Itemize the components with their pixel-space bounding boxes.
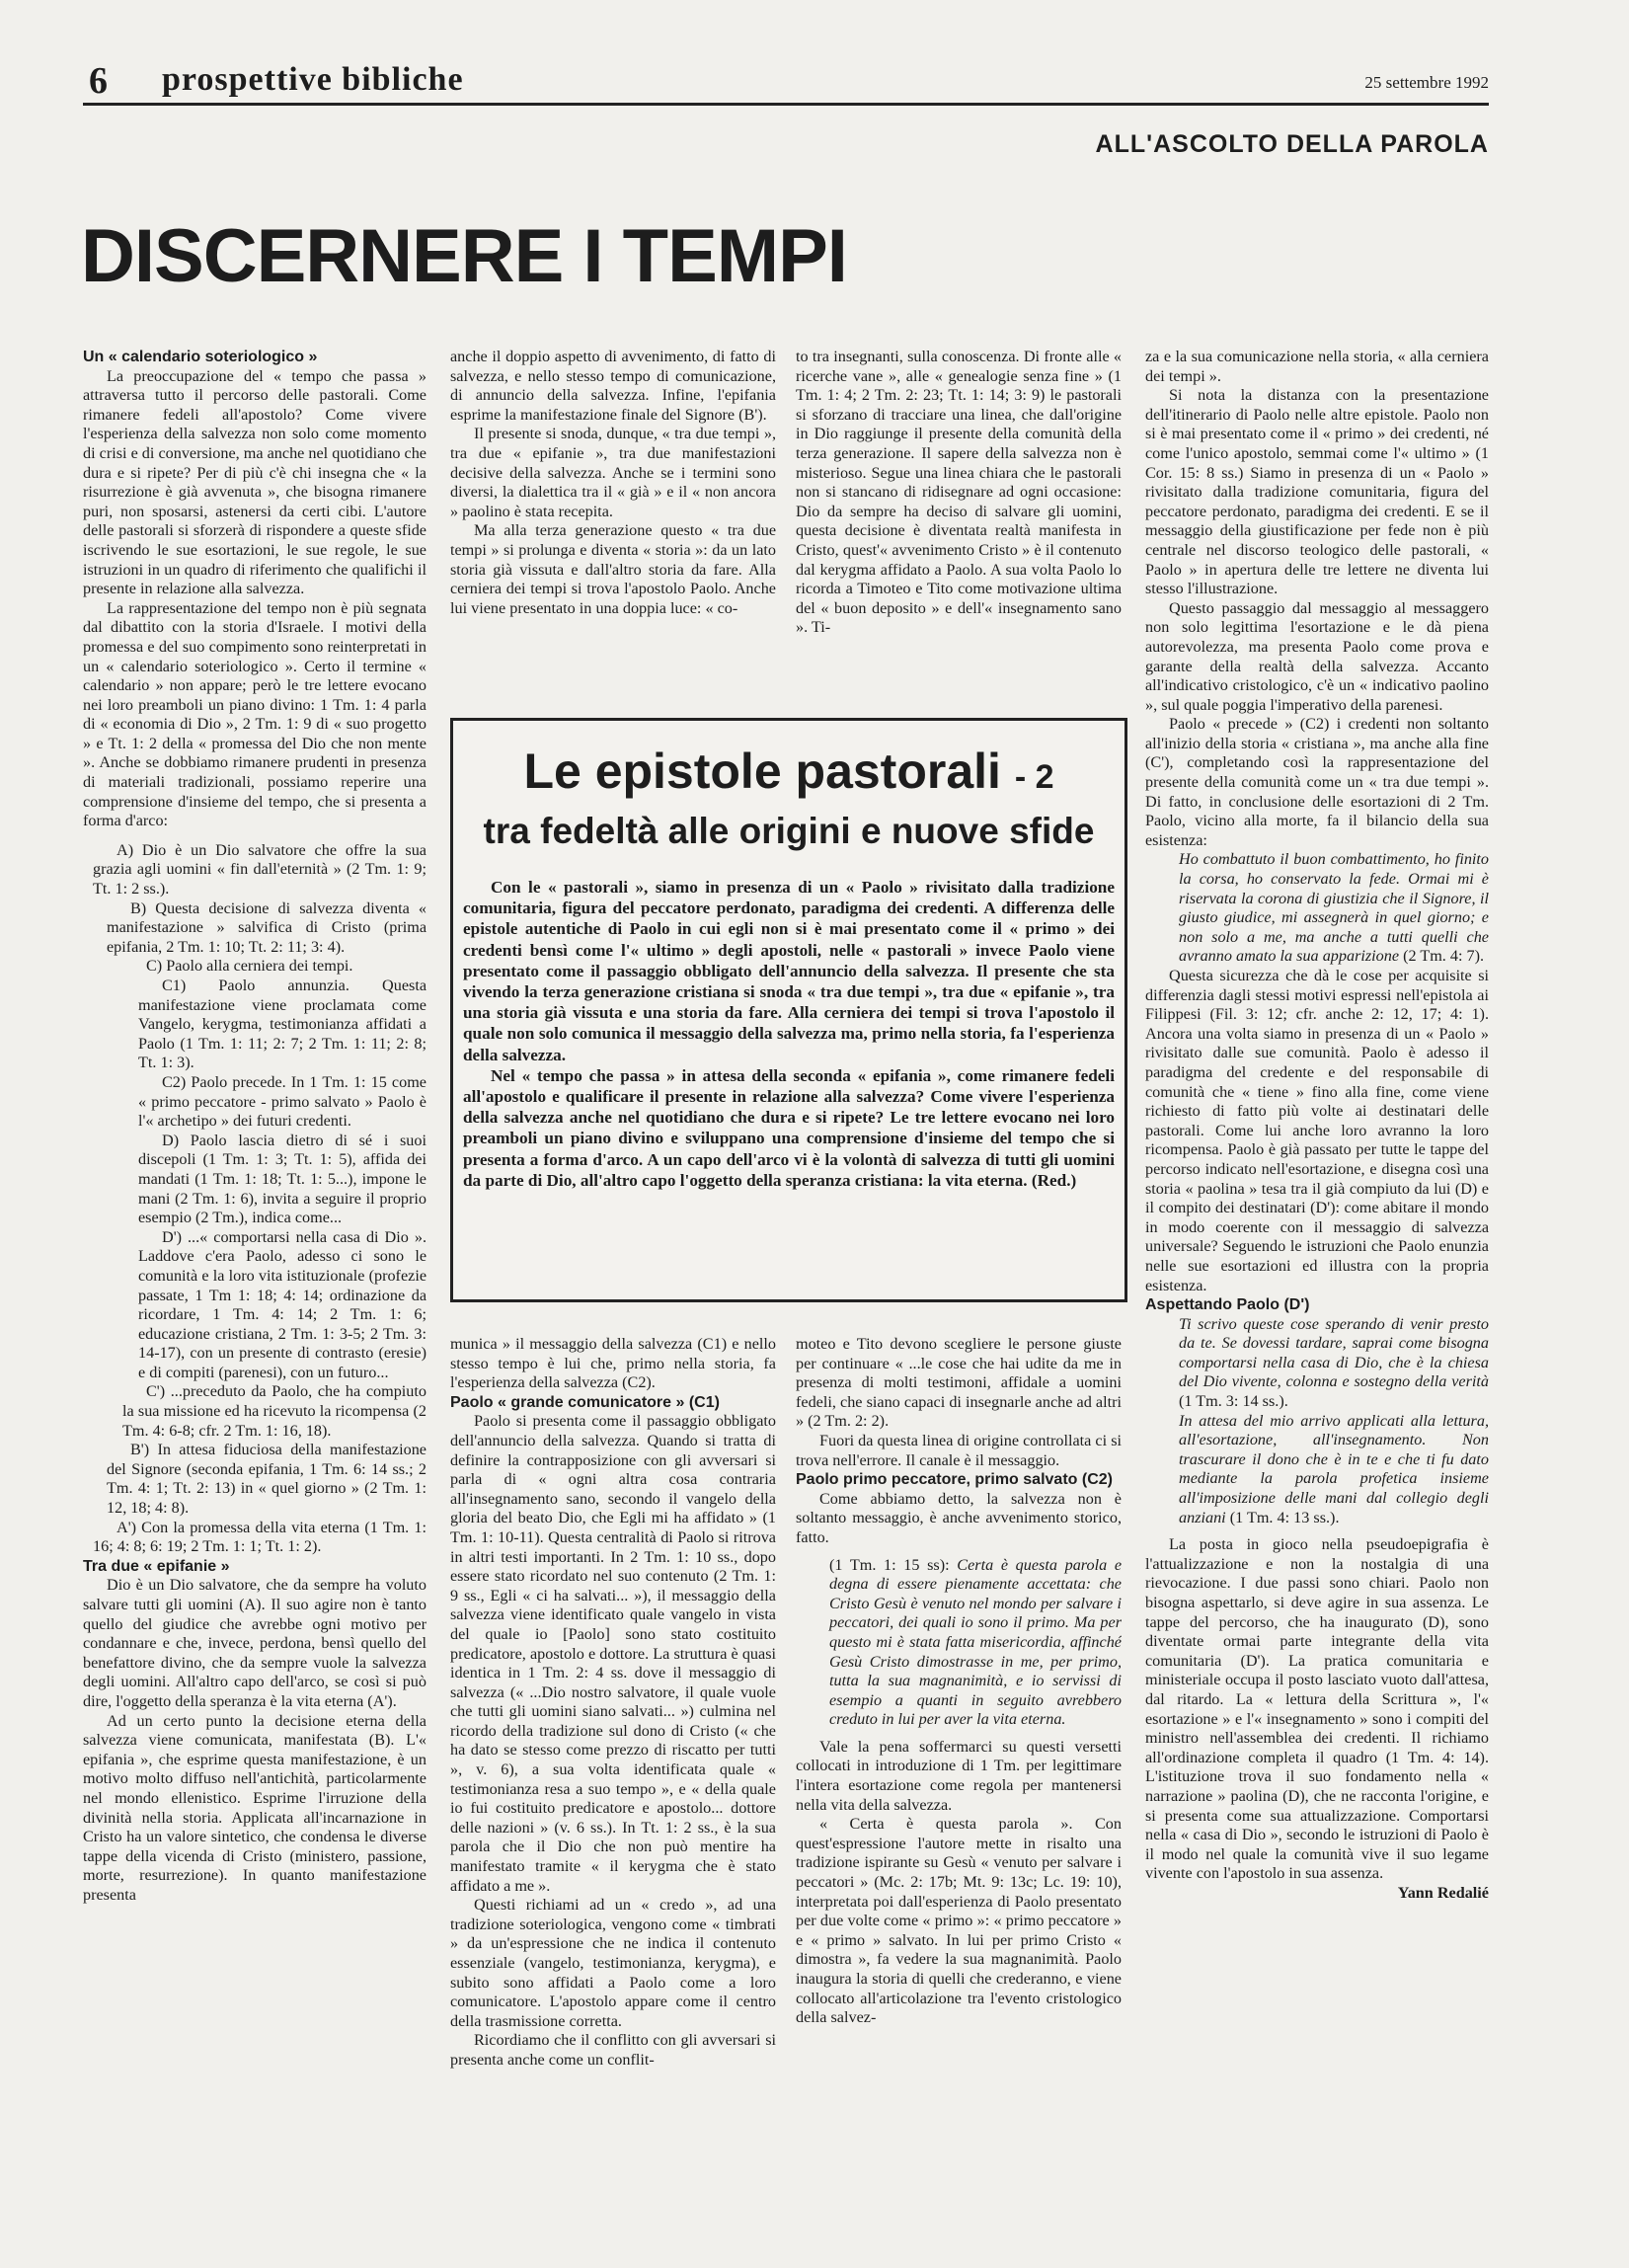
quotation-ref: (1 Tm. 1: 15 ss): <box>829 1555 950 1574</box>
list-item: C1) Paolo annunzia. Questa manifestazione viene proclamata come Vangelo, kerygma, testimonianza affidati a Paolo (1 Tm. 1: 11; 2: 7; 2 Tm. 1: 11; 2: 8; Tt. 1: 3). <box>138 977 427 1072</box>
list-item: C2) Paolo precede. In 1 Tm. 1: 15 come « primo peccatore - primo salvato » Paolo è l'« archetipo » dei futuri credenti. <box>138 1072 427 1131</box>
quotation-text: Ti scrivo queste cose sperando di venir presto da te. Se dovessi tardare, saprai come bisogna comportarsi nella casa di Dio, che è la chiesa del Dio vivente, colonna e sostegno della verità <box>1179 1314 1489 1391</box>
section-label: ALL'ASCOLTO DELLA PAROLA <box>1095 130 1489 158</box>
paragraph: munica » il messaggio della salvezza (C1) e nello stesso tempo è lui che, primo nella storia, fa l'esperienza della salvezza (C2). <box>450 1335 776 1392</box>
list-item: B) Questa decisione di salvezza diventa « manifestazione » salvifica di Cristo (prima epifania, 2 Tm. 1: 10; Tt. 2: 11; 3: 4). <box>107 899 427 956</box>
masthead-rule <box>83 103 1489 106</box>
masthead <box>83 57 1489 105</box>
subheading-calendario: Un « calendario soteriologico » <box>83 349 318 365</box>
issue-date: 25 settembre 1992 <box>1364 73 1489 92</box>
paragraph: Ricordiamo che il conflitto con gli avversari si presenta anche come un conflit- <box>450 2031 776 2069</box>
list-item: C) Paolo alla cerniera dei tempi. <box>146 957 353 976</box>
paragraph: Paolo si presenta come il passaggio obbligato dell'annuncio della salvezza. Quando si tratta di definire la contrapposizione con gli avversari si parla di « ogni altra cosa contraria all'insegnamento sano, secondo il vangelo della gloria del beato Dio, che Egli mi ha affidato » (1 Tm. 1: 10-11). Questa centralità di Paolo si ritrova in altri testi importanti. In 2 Tm. 1: 10 ss., dopo essere stato ricordato nel suo contenuto (2 Tm. 1: 9 ss., Egli « ci ha salvati... »), il messaggio della salvezza viene identificato quale vangelo in vista del quale io [Paolo] sono stato costituito predicatore, apostolo e dottore. La struttura è quasi identica in 1 Tm. 2: 4 ss. dove il messaggio di salvezza (« ...Dio nostro salvatore, il quale vuole che tutti gli uomini siano salvati... ») culmina nel ricordo della tradizione sul dono di Cristo (« che ha dato se stesso come prezzo di riscatto per tutti », v. 6), a sua volta identificata quale « testimonianza resa a suo tempo », e « della quale io fui costituito predicatore e apostolo... dottore delle nazioni » (v. 6 ss.). In Tt. 1: 2 ss., è la sua parola che il Dio che non può mentire ha manifestato tramite « il kerygma che è stato affidato a me ». <box>450 1412 776 1895</box>
list-item: D) Paolo lascia dietro di sé i suoi discepoli (1 Tm. 1: 3; Tt. 1: 5), affida dei mandati (1 Tm. 1: 18; Tt. 1: 5...), impone le mani (2 Tm. 1: 6), invita a seguire il proprio esempio (2 Tm.), indica come... <box>138 1131 427 1227</box>
paragraph: to tra insegnanti, sulla conoscenza. Di fronte alle « ricerche vane », alle « genealogie senza fine » (1 Tm. 1: 4; 2 Tm. 2: 23; Tt. 1: 14; 3: 9) le pastorali si sforzano di tracciare una linea, che dall'origine in Dio raggiunge il presente della comunità della terza generazione. Il sapere della salvezza non è misterioso. Segue una linea chiara che le pastorali non si stancano di ridisegnare ad ogni occasione: Dio da sempre ha deciso di salvare gli uomini, questa decisione è diventata realtà manifesta in Cristo, quest'« avvenimento Cristo » è il contenuto dal kerygma affidato a Paolo. A sua volta Paolo lo ricorda a Timoteo e Tito come motivazione ultima del « buon deposito » e dell'« insegnamento sano ». Ti- <box>796 348 1122 637</box>
paragraph: Vale la pena soffermarci su questi versetti collocati in introduzione di 1 Tm. per legittimare l'intera esortazione come regola per mantenersi nella vita della salvezza. <box>796 1737 1122 1814</box>
subheading-aspettando: Aspettando Paolo (D') <box>1145 1296 1310 1314</box>
paragraph: Questa sicurezza che dà le cose per acquisite si differenzia dagli stessi motivi espressi nell'epistola ai Filippesi (Fil. 3: 12; cfr. anche 2: 12, 17; 4: 1). Ancora una volta siamo in presenza di un « Paolo » rivisitato dalle sue comunità. Paolo è adesso il paradigma del credente e del responsabile di comunità che « tiene » fino alla fine, come viene richiesto di fatto più volte ai destinatari delle pastorali. Come lui anche loro avranno la loro ricompensa. Paolo è già passato per tutte le tappe del percorso indicato nell'esortazione, e disegna così una storia « paolina » tesa tra il già compiuto da lui (D) e il compito dei destinatari (D'): come abitare il mondo in modo coerente con il messaggio di salvezza universale? Seguendo le istruzioni che Paolo enunzia nelle sue esortazioni ed illustra con la propria esistenza. <box>1145 967 1489 1294</box>
box-title-text: Le epistole pastorali <box>523 743 1001 799</box>
paragraph: La preoccupazione del « tempo che passa » attraversa tutto il percorso delle pastorali. Come rimanere fedeli all'apostolo? Come vivere l'esperienza della salvezza non solo come momento di crisi e di conversione, ma anche nel quotidiano che dura e si ripete? Per di più c'è chi insegna che « la risurrezione è già avvenuta », che bisogna rimanere puri, non sposarsi, astenersi da certi cibi. L'autore delle pastorali si sforzerà di rispondere a queste sfide iscrivendo le sue esortazioni, le sue regole, le sue istruzioni in un quadro di riferimento che qualifichi il presente in relazione alla salvezza. <box>83 366 427 598</box>
quotation-text: In attesa del mio arrivo applicati alla lettura, all'esortazione, all'insegnamento. Non trascurare il dono che è in te e che ti fu dato mediante la parola profetica insieme all'imposizione delle mani dal collegio degli anziani <box>1179 1411 1489 1526</box>
author-signature: Yann Redalié <box>1397 1883 1489 1902</box>
quotation-ref: (2 Tm. 4: 7). <box>1403 947 1485 966</box>
column-4 <box>1145 348 1489 2243</box>
list-item: A') Con la promessa della vita eterna (1 Tm. 1: 16; 4: 8; 6: 19; 2 Tm. 1: 1; Tt. 1: 2). <box>93 1518 427 1556</box>
box-body <box>463 877 1115 1191</box>
article-headline: DISCERNERE I TEMPI <box>81 214 847 298</box>
newspaper-title: prospettive bibliche <box>162 61 464 98</box>
paragraph: Ad un certo punto la decisione eterna della salvezza viene comunicata, manifestata (B). L'« epifania », che esprime questa manifestazione, è un motivo molto diffuso nell'antichità, particolarmente nel mondo ellenistico. Esprime l'irruzione della divinità nella storia. Applicata all'incarnazione in Cristo ha un valore sintetico, che condensa le diverse tappe della vicenda di Cristo (ministero, passione, morte, resurrezione). In quanto manifestazione presenta <box>83 1711 427 1904</box>
column-3-bottom <box>796 1335 1122 2243</box>
paragraph: Paolo « precede » (C2) i credenti non soltanto all'inizio della storia « cristiana », ma anche alla fine (C'), completando così la rappresentazione del presente della comunità come un « tra due tempi ». Di fatto, in conclusione delle esortazioni di 2 Tm. Paolo, vicino alla morte, fa il bilancio della sua esistenza: <box>1145 715 1489 849</box>
summary-box <box>450 718 1127 1302</box>
paragraph: Questi richiami ad un « credo », ad una tradizione soteriologica, vengono come « timbrati » da un'espressione che ne indica il contenuto essenziale (vangelo, testimonianza, kerygma), e subito sono affidati a Paolo come a loro comunicatore. L'apostolo appare come il centro della trasmissione corretta. <box>450 1896 776 2030</box>
paragraph: Il presente si snoda, dunque, « tra due tempi », tra due « epifanie », tra due manifestazioni decisive della salvezza. Anche se i termini sono diversi, la dialettica tra il « già » e il « non ancora » paolino è stata recepita. <box>450 425 776 520</box>
paragraph: Come abbiamo detto, la salvezza non è soltanto messaggio, è anche avvenimento storico, fatto. <box>796 1489 1122 1546</box>
paragraph: moteo e Tito devono scegliere le persone giuste per continuare « ...le cose che hai udite da me in presenza di molti testimoni, affidale a uomini fedeli, che siano capaci di insegnarle anche ad altri » (2 Tm. 2: 2). <box>796 1335 1122 1431</box>
box-paragraph: Con le « pastorali », siamo in presenza di un « Paolo » rivisitato dalla tradizione comunitaria, figura del peccatore perdonato, paradigma dei credenti. A differenza delle epistole autentiche di Paolo in cui egli non si è mai presentato come il « primo » dei credenti bensì come l'« ultimo » degli apostoli, nelle « pastorali » invece Paolo viene presentato come il passaggio obbligato dell'annuncio della salvezza. Il presente che sta vivendo la terza generazione cristiana si snoda « tra due tempi », tra due « epifanie », tra una storia già vissuta e una storia da fare. Alla cerniera dei tempi si trova l'apostolo il quale non solo comunica il messaggio della salvezza ma, primo nella storia, fa l'esperienza della salvezza. <box>463 878 1115 1064</box>
list-item: C') ...preceduto da Paolo, che ha compiuto la sua missione ed ha ricevuto la ricompensa (2 Tm. 4: 6-8; cfr. 2 Tm. 1: 16, 18). <box>122 1382 427 1440</box>
box-paragraph: Nel « tempo che passa » in attesa della seconda « epifania », come rimanere fedeli all'apostolo e qualificare il presente in relazione alla salvezza? Come vivere l'esperienza della salvezza anche nel quotidiano che dura e si ripete? Le tre lettere evocano nei loro preamboli un piano divino e sviluppano una comprensione d'insieme del tempo che si presenta a forma d'arco. A un capo dell'arco vi è la volontà di salvezza di tutti gli uomini da parte di Dio, all'altro capo l'oggetto della speranza cristiana: la vita eterna. (Red.) <box>463 1065 1115 1190</box>
paragraph: Si nota la distanza con la presentazione dell'itinerario di Paolo nelle altre epistole. Paolo non si è mai presentato come il « primo » dei credenti, né come l'unico apostolo, semmai come l'« ultimo » (1 Cor. 15: 8 ss.) Siamo in presenza di un « Paolo » rivisitato dalla tradizione comunitaria, figura del peccatore perdonato, paradigma dei credenti. E se il messaggio della giustificazione per fede non è più centrale nel discorso teologico delle pastorali, « Paolo » in apertura delle tre lettere ne diventa lui stesso l'illustrazione. <box>1145 386 1489 598</box>
paragraph: za e la sua comunicazione nella storia, « alla cerniera dei tempi ». <box>1145 348 1489 385</box>
quotation-text: Ho combattuto il buon combattimento, ho finito la corsa, ho conservato la fede. Ormai mi è riservata la corona di giustizia che il Signore, il giusto giudice, mi assegnerà in quel giorno; e non solo a me, ma anche a tutti quelli che avranno amato la sua apparizione <box>1179 850 1489 966</box>
quotation-text: Certa è questa parola e degna di essere pienamente accettata: che Cristo Gesù è venuto nel mondo per salvare i peccatori, dei quali io sono il primo. Ma per questo mi è stata fatta misericordia, affinché Gesù Cristo dimostrasse in me, per primo, tutta la sua magnanimità, e io servissi di esempio a quanti in seguito avrebbero creduto in lui per aver la vita eterna. <box>829 1555 1122 1729</box>
subheading-primo-peccatore: Paolo primo peccatore, primo salvato (C2) <box>796 1471 1113 1489</box>
paragraph: Ma alla terza generazione questo « tra due tempi » si prolunga e diventa « storia »: da un lato storia già vissuta e dall'altro storia da fare. Alla cerniera dei tempi si trova l'apostolo Paolo. Anche lui viene presentato in una doppia luce: « co- <box>450 521 776 617</box>
paragraph: La posta in gioco nella pseudoepigrafia è l'attualizzazione e non la nostalgia di una rievocazione. I due passi sono chiari. Paolo non bisogna aspettarlo, si deve agire in sua assenza. Le tappe del percorso, che ha inaugurato (D), sono diventate ormai parte integrante della vita comunitaria (D'). La pratica comunitaria e ministeriale occupa il posto lasciato vuoto dall'attesa, dal ritardo. La « lettura della Scrittura », l'« esortazione » e l'« insegnamento » sono i compiti del ministro nell'assemblea dei credenti. Il richiamo all'ordinazione completa il quadro (1 Tm. 4: 14). L'istituzione trova il suo fondamento nella « narrazione » paolina (D), che ne racconta l'origine, e si presenta come sua attualizzazione. Comportarsi nella « casa di Dio », secondo le istruzioni di Paolo è il modo nel quale la comunità vive il suo legame vivente con l'apostolo in sua assenza. <box>1145 1535 1489 1883</box>
list-item: A) Dio è un Dio salvatore che offre la sua grazia agli uomini « fin dall'eternità » (2 Tm. 1: 9; Tt. 1: 2 ss.). <box>93 840 427 899</box>
quotation <box>1145 1315 1489 1412</box>
list-item: D') ...« comportarsi nella casa di Dio ». Laddove c'era Paolo, adesso ci sono le comunità e la loro vita istituzionale (profezie passate, 1 Tm 1: 18; 4: 14; ordinazione da ricordare, 1 Tm. 4: 14; 2 Tm. 1: 6; educazione cristiana, 2 Tm. 1: 3-5; 2 Tm. 3: 14-17), con un presente di contrasto (eresie) e di compiti (parenesi), con un futuro... <box>138 1227 427 1381</box>
paragraph: « Certa è questa parola ». Con quest'espressione l'autore mette in risalto una tradizione ispirante su Gesù « venuto per salvare i peccatori » (Mc. 2: 17b; Mt. 9: 13c; Lc. 19: 10), interpretata poi dall'esperienza di Paolo presentato per due volte come « primo »: « primo peccatore » e « primo » salvato. In lui per primo Cristo « dimostra », fa vedere la sua magnanimità. Paolo inaugura la storia di quelli che crederanno, e viene collocato all'articolazione tra l'evento cristologico della salvez- <box>796 1815 1122 2027</box>
list-item: B') In attesa fiduciosa della manifestazione del Signore (seconda epifania, 1 Tm. 6: 14 ss.; 2 Tm. 4: 1; Tt. 2: 13) in « quel giorno » (2 Tm. 1: 12, 18; 4: 8). <box>107 1441 427 1518</box>
quotation <box>1145 1412 1489 1528</box>
paragraph: La rappresentazione del tempo non è più segnata dal dibattito con la storia d'Israele. I motivi della promessa e del suo compimento sono reinterpretati in un « calendario soteriologico ». Certo il termine « calendario » non appare; però le tre lettere evocano nei loro preamboli un piano divino: 1 Tm. 1: 4 parla di « economia di Dio », 2 Tm. 1: 9 di « suo progetto » e Tt. 1: 2 della « promessa del Dio che non mente ». Anche se dobbiamo rimanere prudenti in presenza di materiali tradizionali, possiamo reperire una comprensione d'insieme del tempo, che si presenta a forma d'arco: <box>83 598 427 830</box>
quotation <box>796 1556 1122 1730</box>
quotation <box>1145 850 1489 967</box>
column-3-top <box>796 348 1122 679</box>
paragraph: Dio è un Dio salvatore, che da sempre ha voluto salvare tutti gli uomini (A). Il suo agire non è tanto quello del giudice che avrebbe ogni motivo per condannare e che, invece, perdona, bensì quello del benefattore divino, che da sempre vuole la salvezza degli uomini. All'altro capo dell'arco, se così si può dire, l'oggetto della speranza è la vita eterna (A'). <box>83 1576 427 1710</box>
subheading-epifanie: Tra due « epifanie » <box>83 1557 230 1575</box>
subheading-comunicatore: Paolo « grande comunicatore » (C1) <box>450 1393 720 1411</box>
paragraph: Questo passaggio dal messaggio al messaggero non solo legittima l'esortazione e le dà piena autorevolezza, ma presenta Paolo come prova e garante della realtà della salvezza. Accanto all'indicativo cristologico, c'è un « indicativo paolino », sul quale poggia l'imperativo della parenesi. <box>1145 598 1489 714</box>
box-subtitle: tra fedeltà alle origini e nuove sfide <box>483 811 1095 851</box>
column-1 <box>83 348 427 2243</box>
paragraph: Fuori da questa linea di origine controllata ci si trova nell'errore. Il canale è il messaggio. <box>796 1431 1122 1469</box>
box-title <box>453 743 1125 800</box>
page-number: 6 <box>89 60 108 102</box>
quotation-ref: (1 Tm. 4: 13 ss.). <box>1229 1508 1340 1526</box>
column-2-top <box>450 348 776 679</box>
paragraph: anche il doppio aspetto di avvenimento, di fatto di salvezza, e nello stesso tempo di comunicazione, di annuncio della salvezza. Infine, l'epifania esprime la manifestazione finale del Signore (B'). <box>450 348 776 424</box>
quotation-ref: (1 Tm. 3: 14 ss.). <box>1179 1392 1288 1411</box>
box-title-part: - 2 <box>1014 758 1054 796</box>
column-2-bottom <box>450 1335 776 2243</box>
